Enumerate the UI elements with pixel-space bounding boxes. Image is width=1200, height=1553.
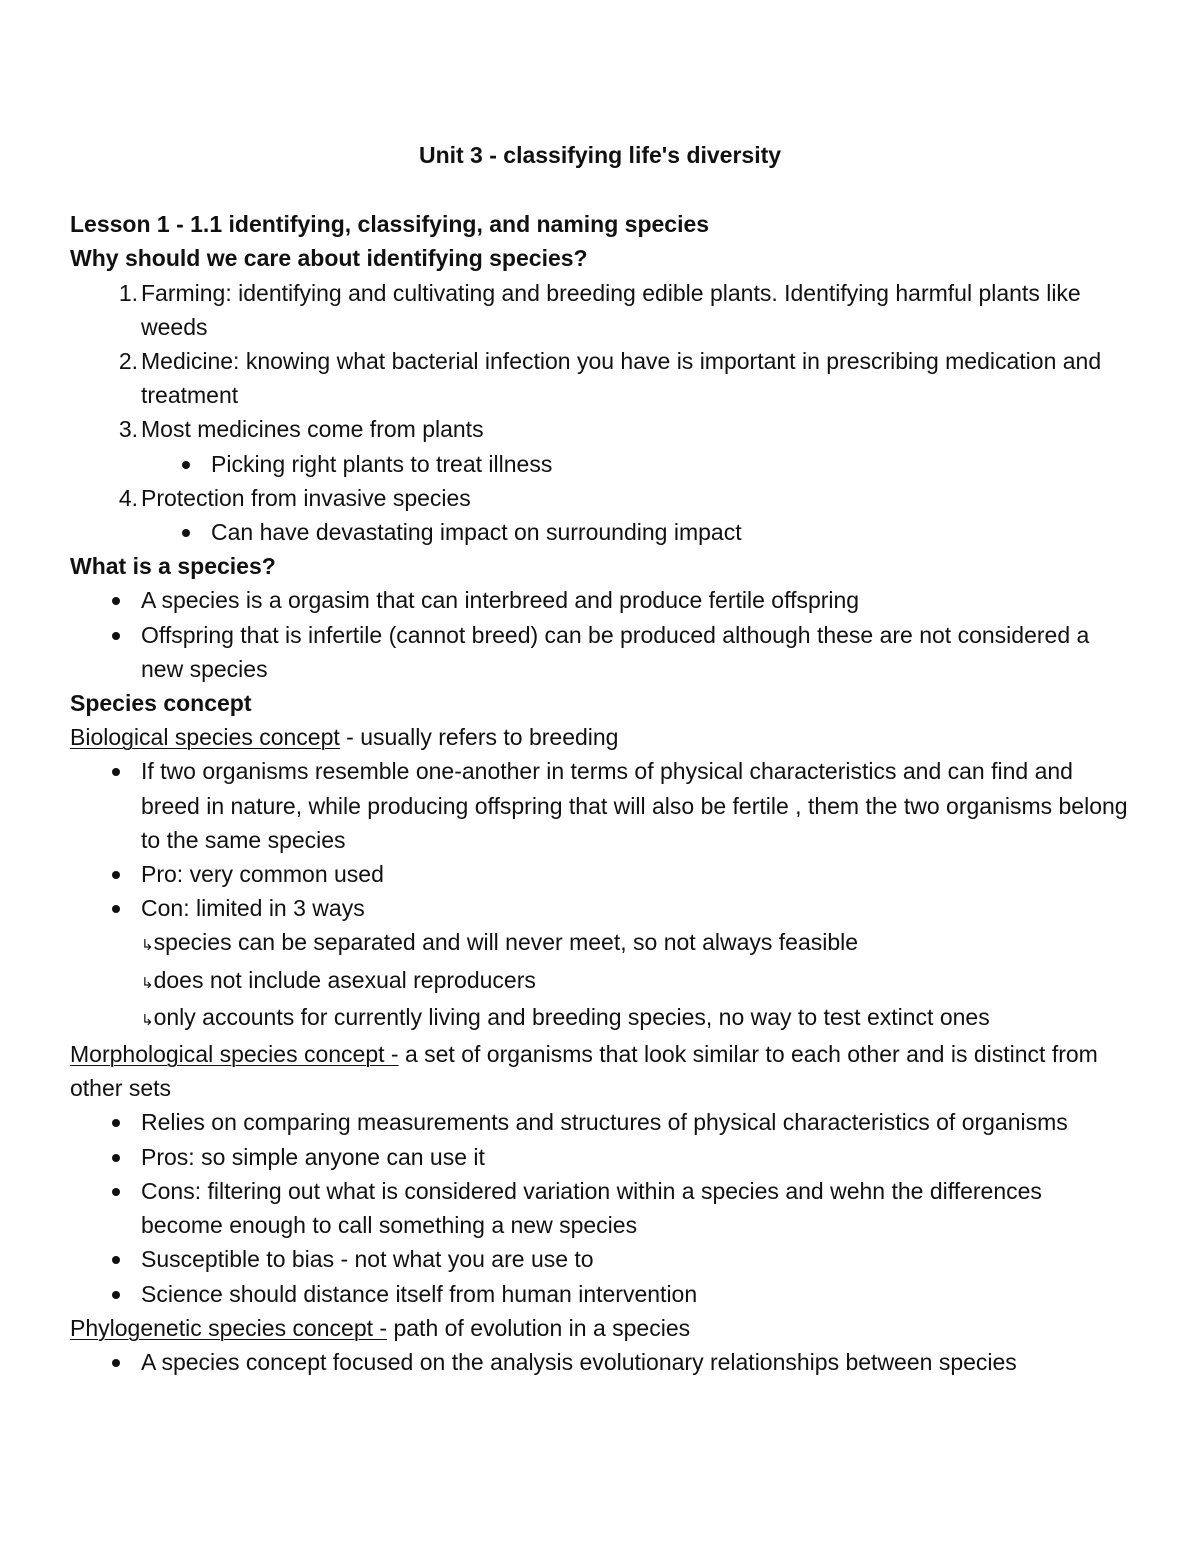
list-item: If two organisms resemble one-another in terms of physical characteristics and can find and breed in nature, while producing offspring that will also be fertile , them the two organisms belong to the same species bbox=[70, 754, 1130, 857]
bullet-icon bbox=[112, 1154, 120, 1162]
page-title: Unit 3 - classifying life's diversity bbox=[418, 142, 782, 168]
bullet-icon bbox=[112, 1119, 120, 1127]
return-arrow-icon: ↳ bbox=[141, 973, 154, 992]
bullet-icon bbox=[112, 597, 120, 605]
why-item bbox=[70, 276, 1130, 344]
bullet-icon bbox=[112, 768, 120, 776]
list-item: Pros: so simple anyone can use it bbox=[70, 1140, 1130, 1174]
phylogenetic-list bbox=[70, 1345, 1130, 1379]
why-item-text: Farming: identifying and cultivating and breeding edible plants. Identifying harmful plants like weeds bbox=[141, 279, 1081, 340]
list-item: Susceptible to bias - not what you are use to bbox=[70, 1242, 1130, 1276]
arrow-item: ↳does not include asexual reproducers bbox=[141, 966, 536, 993]
why-item bbox=[70, 344, 1130, 412]
list-number: 2. bbox=[118, 348, 138, 375]
phylogenetic-term: Phylogenetic species concept - bbox=[70, 1314, 388, 1341]
list-item: Can have devastating impact on surrounding impact bbox=[70, 515, 1130, 549]
return-arrow-icon: ↳ bbox=[141, 1010, 154, 1029]
why-heading: Why should we care about identifying species? bbox=[70, 245, 588, 272]
biological-list bbox=[70, 754, 1130, 925]
bullet-icon bbox=[112, 871, 120, 879]
why-sublist bbox=[70, 447, 1130, 481]
list-number: 4. bbox=[118, 484, 138, 511]
list-number: 1. bbox=[118, 279, 138, 306]
list-item: Pro: very common used bbox=[70, 857, 1130, 891]
morphological-term: Morphological species concept - bbox=[70, 1041, 399, 1068]
document-page bbox=[70, 138, 1130, 1379]
why-item-text: Protection from invasive species bbox=[141, 484, 471, 511]
list-item: A species is a orgasim that can interbreed and produce fertile offspring bbox=[70, 583, 1130, 617]
list-item: A species concept focused on the analysis evolutionary relationships between species bbox=[70, 1345, 1130, 1379]
list-number: 3. bbox=[118, 416, 138, 443]
bullet-icon bbox=[182, 529, 190, 537]
why-item bbox=[70, 412, 1130, 446]
what-heading: What is a species? bbox=[70, 553, 276, 580]
morphological-list bbox=[70, 1105, 1130, 1310]
biological-definition: Biological species concept - usually refers to breeding bbox=[70, 724, 619, 751]
bullet-icon bbox=[112, 1359, 120, 1367]
phylogenetic-definition: Phylogenetic species concept - path of evolution in a species bbox=[70, 1314, 691, 1341]
list-item: Relies on comparing measurements and structures of physical characteristics of organisms bbox=[70, 1105, 1130, 1139]
list-item: Offspring that is infertile (cannot breed) can be produced although these are not considered a new species bbox=[70, 618, 1130, 686]
list-item: Cons: filtering out what is considered variation within a species and wehn the differences become enough to call something a new species bbox=[70, 1174, 1130, 1242]
why-list bbox=[70, 276, 1130, 447]
bullet-icon bbox=[182, 461, 190, 469]
bullet-icon bbox=[112, 1291, 120, 1299]
why-item bbox=[70, 481, 1130, 515]
bullet-icon bbox=[112, 905, 120, 913]
list-item: Picking right plants to treat illness bbox=[70, 447, 1130, 481]
why-item-text: Most medicines come from plants bbox=[141, 416, 484, 443]
why-item-text: Medicine: knowing what bacterial infection you have is important in prescribing medication and treatment bbox=[141, 348, 1102, 409]
morphological-definition: Morphological species concept - a set of organisms that look similar to each other and is distinct from other sets bbox=[70, 1041, 1098, 1102]
what-list bbox=[70, 583, 1130, 686]
bullet-icon bbox=[112, 1256, 120, 1264]
return-arrow-icon: ↳ bbox=[141, 936, 154, 955]
list-item: Science should distance itself from human intervention bbox=[70, 1277, 1130, 1311]
arrow-item: ↳species can be separated and will never meet, so not always feasible bbox=[141, 929, 859, 956]
concept-heading: Species concept bbox=[70, 690, 252, 717]
why-list bbox=[70, 481, 1130, 515]
why-sublist bbox=[70, 515, 1130, 549]
bullet-icon bbox=[112, 1188, 120, 1196]
arrow-item: ↳only accounts for currently living and breeding species, no way to test extinct ones bbox=[141, 1003, 990, 1030]
lesson-heading: Lesson 1 - 1.1 identifying, classifying, and naming species bbox=[70, 211, 710, 238]
biological-term: Biological species concept bbox=[70, 724, 340, 751]
bullet-icon bbox=[112, 632, 120, 640]
list-item: Con: limited in 3 ways bbox=[70, 891, 1130, 925]
